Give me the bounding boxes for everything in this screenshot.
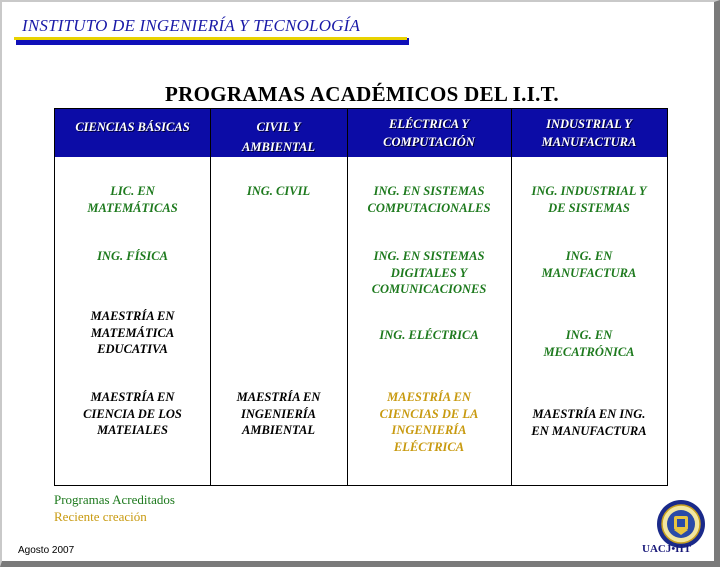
program-industrial-1 [511,248,667,281]
column-header-label: MANUFACTURA [541,135,637,149]
university-seal-logo [656,499,706,549]
page-title: PROGRAMAS ACADÉMICOS DEL I.I.T. [165,82,559,106]
program-industrial-2 [511,327,667,360]
program-ciencias-2 [55,308,210,358]
program-electrica-1 [347,248,511,298]
program-label: LIC. EN MATEMÁTICAS [87,184,178,215]
brand-wordmark: UACJ•IIT [642,543,692,555]
program-electrica-0 [347,183,511,216]
header-underline-yellow [14,37,407,40]
column-header-label: AMBIENTAL [242,140,315,154]
program-label: ING. INDUSTRIAL Y DE SISTEMAS [531,184,647,215]
column-header-electrica [347,109,511,157]
column-header-industrial [511,109,667,157]
column-header-label: COMPUTACIÓN [383,135,475,149]
program-electrica-2 [347,327,511,344]
date-label: Agosto 2007 [18,545,75,556]
program-ciencias-0 [55,183,210,216]
program-label: ING. ELÉCTRICA [379,328,479,342]
program-ciencias-1 [55,248,210,265]
table-header-row [55,109,667,157]
program-label: MAESTRÍA EN CIENCIAS DE LA INGENIERÍA ELÉCTRICA [379,390,479,454]
program-label: ING. CIVIL [246,184,311,198]
column-header-label: ELÉCTRICA Y [388,117,469,131]
program-industrial-3 [511,406,667,439]
program-label: ING. EN SISTEMAS COMPUTACIONALES [367,184,491,215]
program-electrica-3 [347,389,511,455]
program-label: ING. EN MECATRÓNICA [543,328,635,359]
column-header-ciencias [55,109,210,157]
legend-new: Reciente creación [54,509,147,524]
program-ciencias-3 [55,389,210,439]
column-header-label: CIENCIAS BÁSICAS [75,120,190,134]
program-label: ING. EN MANUFACTURA [541,249,637,280]
program-label: MAESTRÍA EN INGENIERÍA AMBIENTAL [236,390,321,437]
institute-title: INSTITUTO DE INGENIERÍA Y TECNOLOGÍA [22,16,361,35]
programs-table [54,108,668,486]
program-label: ING. FÍSICA [97,249,168,263]
column-header-label: INDUSTRIAL Y [546,117,632,131]
program-label: ING. EN SISTEMAS DIGITALES Y COMUNICACIONES [371,249,487,296]
program-label: MAESTRÍA EN MATEMÁTICA EDUCATIVA [90,309,175,356]
legend-accredited: Programas Acreditados [54,492,175,507]
program-civil-0 [210,183,347,200]
program-industrial-0 [511,183,667,216]
column-header-label: CIVIL Y [256,120,301,134]
column-header-civil [210,109,347,157]
program-civil-1 [210,389,347,439]
program-label: MAESTRÍA EN CIENCIA DE LOS MATEIALES [83,390,182,437]
program-label: MAESTRÍA EN ING. EN MANUFACTURA [531,407,647,438]
